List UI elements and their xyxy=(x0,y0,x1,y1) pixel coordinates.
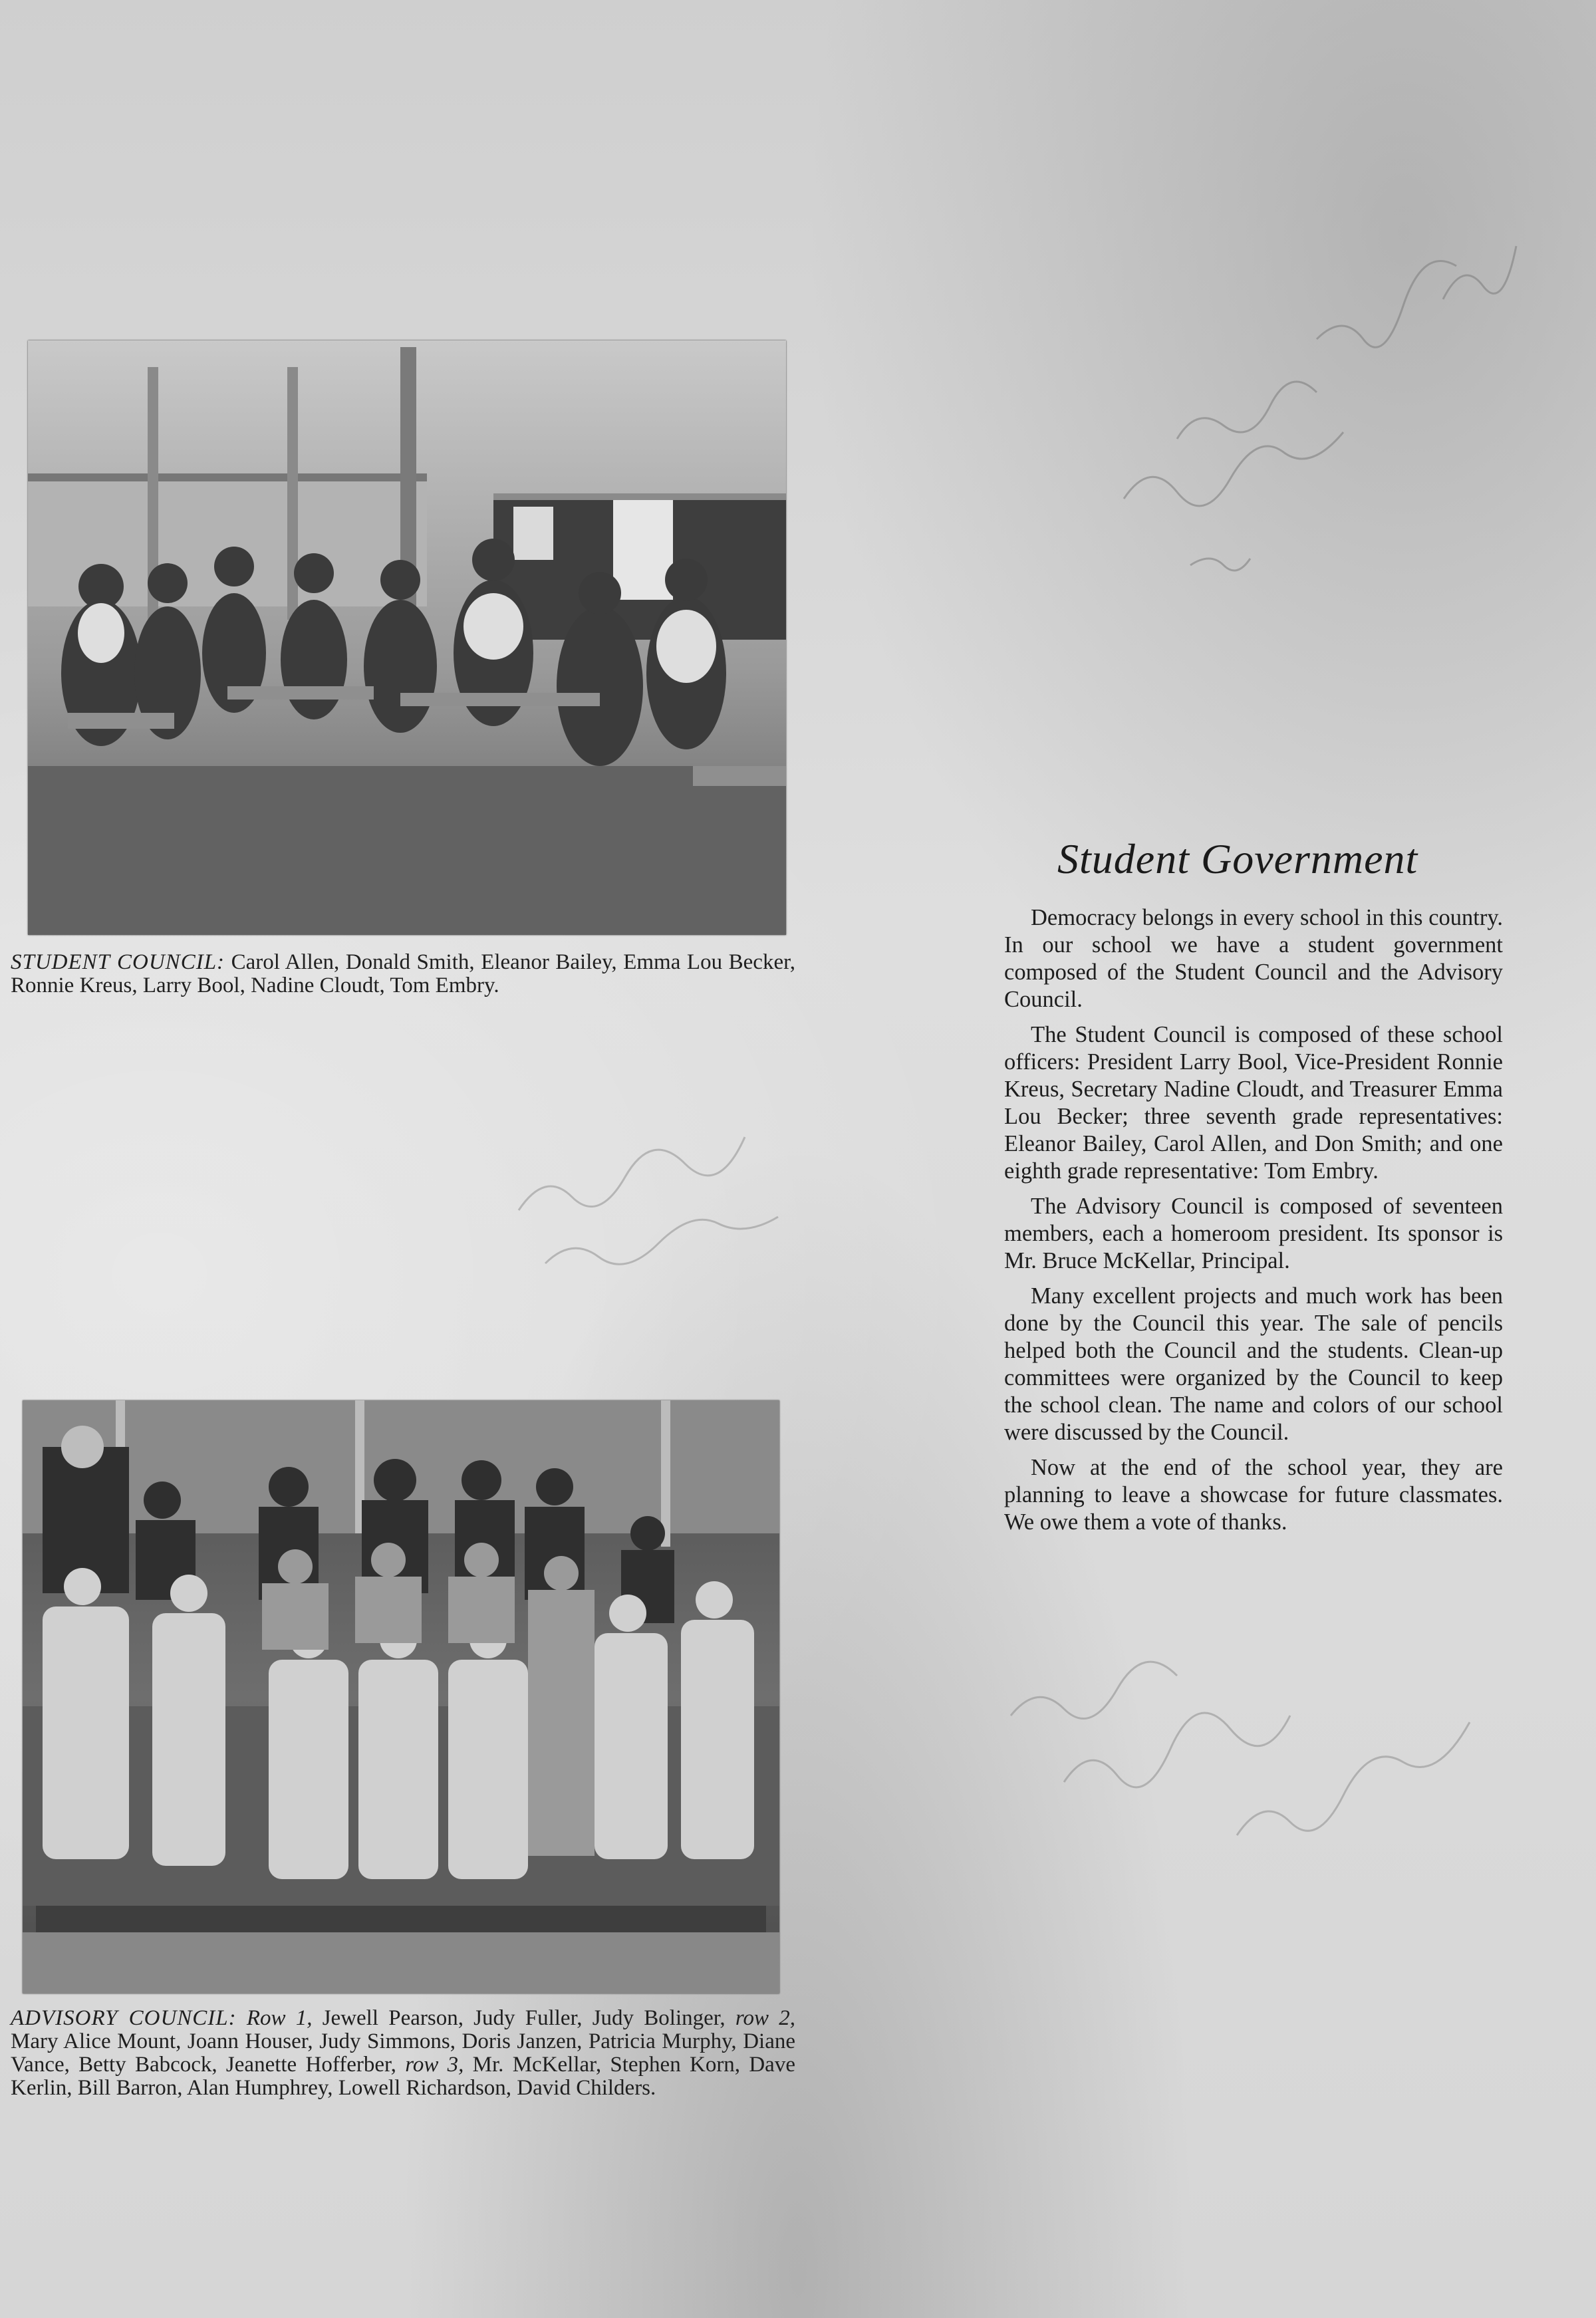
advisory-row2-label: row 2, xyxy=(735,2006,796,2030)
article-title: Student Government xyxy=(1057,835,1418,882)
advisory-row3-text: Mr. McKellar, Stephen Korn, Dave Kerlin, Bill Barron, Alan Humphrey, Lowell Richardson, David Childers. xyxy=(11,2053,795,2100)
article-paragraph: The Advisory Council is composed of seventeen members, each a homeroom president. Its sponsor is Mr. Bruce McKellar, Principal. xyxy=(1004,1194,1503,1273)
article-paragraph: The Student Council is composed of these school officers: President Larry Bool, Vice-President Ronnie Kreus, Secretary Nadine Cloudt, and Treasurer Emma Lou Becker; three seventh grade representatives: Eleanor Bailey, Carol Allen, and Don Smith; and one eighth grade representative: Tom Embry. xyxy=(1004,1022,1503,1184)
student-council-photo xyxy=(28,340,786,935)
advisory-council-caption xyxy=(11,2007,795,2100)
student-council-caption-lead: STUDENT COUNCIL: xyxy=(11,950,225,974)
advisory-council-caption-lead: ADVISORY COUNCIL: xyxy=(11,2006,237,2030)
student-council-caption xyxy=(11,951,795,997)
article-paragraph: Democracy belongs in every school in this country. In our school we have a student government composed of the Student Council and the Advisory Council. xyxy=(1004,905,1503,1012)
handwriting-scribble-middle xyxy=(505,1091,878,1330)
article-paragraph: Now at the end of the school year, they are planning to leave a showcase for future classmates. We owe them a vote of thanks. xyxy=(1004,1455,1503,1535)
advisory-row1-label: Row 1, xyxy=(246,2006,313,2030)
handwriting-scribble-top-right xyxy=(1097,219,1576,652)
student-council-caption-text: Carol Allen, Donald Smith, Eleanor Bailey, Emma Lou Becker, Ronnie Kreus, Larry Bool, Nadine Cloudt, Tom Embry. xyxy=(11,950,796,997)
advisory-row3-label: row 3, xyxy=(405,2053,464,2077)
advisory-row2-text: Mary Alice Mount, Joann Houser, Judy Simmons, Doris Janzen, Patricia Murphy, Diane Vance, Betty Babcock, Jeanette Hofferber, xyxy=(11,2029,795,2077)
article-paragraph: Many excellent projects and much work has been done by the Council this year. The sale of pencils helped both the Council and the students. Clean-up committees were organized by the Council to keep the school clean. The name and colors of our school were discussed by the Council. xyxy=(1004,1283,1503,1445)
handwriting-scribble-bottom-right xyxy=(984,1583,1583,1902)
advisory-row1-text: Jewell Pearson, Judy Fuller, Judy Bolinger, xyxy=(312,2006,735,2030)
article-body xyxy=(1004,904,1503,1544)
advisory-council-photo xyxy=(23,1400,779,1994)
